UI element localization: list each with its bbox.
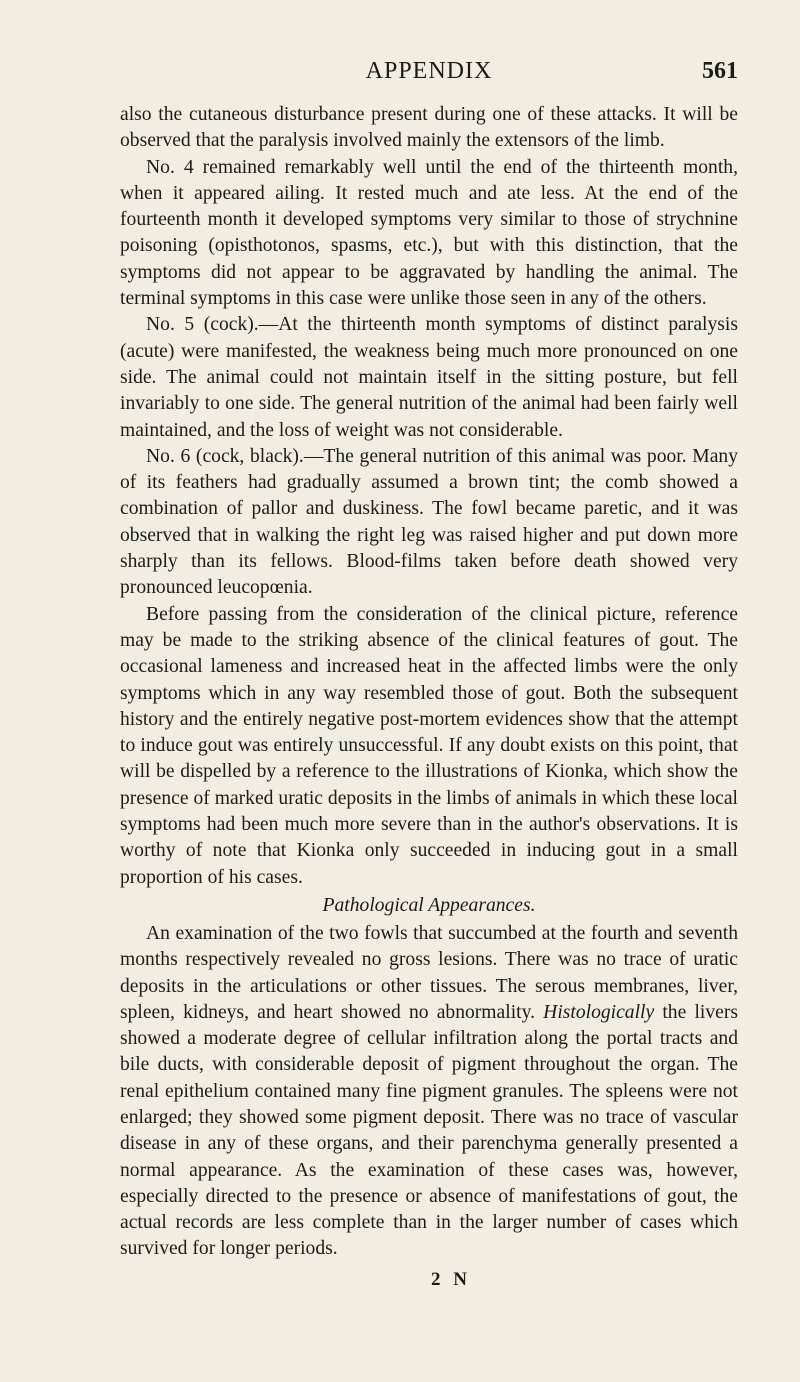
paragraph-continuation: also the cutaneous disturbance present during one of these attacks. It will be observed that the paralysis involved mainly the extensors of the limb. bbox=[120, 104, 738, 152]
histology-text: the livers showed a moderate degree of cellular infiltration along the portal tracts and bile ducts, with considerable deposit of pigment throughout the organ. The renal epithelium contained many fine pigment granules. The spleens were not enlarged; they showed some pigment deposit. There was no trace of vascular disease in any of these organs, and their parenchyma generally presented a normal appearance. As the examination of these cases was, however, especially directed to the presence or absence of manifestations of gout, the actual records are less complete than in the larger number of cases which survived for longer periods. bbox=[120, 1001, 738, 1260]
paragraph-clinical-summary: Before passing from the consideration of the clinical picture, reference may be made to the striking absence of the clinical features of gout. The occasional lameness and increased heat in the affected limbs were the only symptoms which in any way resembled those of gout. Both the subsequent history and the entirely negative post-mortem evidences show that the attempt to induce gout was entirely unsuccessful. If any doubt exists on this point, that will be dispelled by a reference to the illustrations of Kionka, which show the presence of marked uratic deposits in the limbs of animals in which these local symptoms had been much more severe than in the author's observations. It is worthy of note that Kionka only succeeded in inducing gout in a small proportion of his cases. bbox=[120, 603, 738, 888]
signature-mark: 2 N bbox=[431, 1268, 467, 1290]
body-text bbox=[120, 102, 738, 1263]
pathology-gross-text: An examination of the two fowls that succumbed at the fourth and seventh months respectively revealed no gross lesions. There was no trace of uratic deposits in the articulations or other tissues. The serous membranes, liver, spleen, kidneys, and heart showed no abnormality. bbox=[120, 922, 738, 1023]
paragraph-no-4: No. 4 remained remarkably well until the end of the thirteenth month, when it appeared ailing. It rested much and ate less. At the end of the fourteenth month it developed symptoms very similar to those of strychnine poisoning (opisthotonos, spasms, etc.), but with this distinction, that the symptoms did not appear to be aggravated by handling the animal. The terminal symptoms in this case were unlike those seen in any of the others. bbox=[120, 156, 738, 310]
paragraph-no-5: No. 5 (cock).—At the thirteenth month symptoms of distinct paralysis (acute) were manifested, the weakness being much more pronounced on one side. The animal could not maintain itself in the sitting posture, but fell invariably to one side. The general nutrition of the animal had been fairly well maintained, and the loss of weight was not considerable. bbox=[120, 314, 738, 441]
running-title: APPENDIX bbox=[365, 58, 493, 84]
page-number: 561 bbox=[702, 58, 738, 84]
paragraph-pathology bbox=[120, 921, 738, 1263]
histologically-italic: Histologically bbox=[543, 1001, 655, 1023]
section-heading: Pathological Appearances. bbox=[322, 894, 536, 916]
running-head bbox=[120, 58, 738, 88]
paragraph-no-6: No. 6 (cock, black).—The general nutrition of this animal was poor. Many of its feathers had gradually assumed a brown tint; the comb showed a combination of pallor and duskiness. The fowl became paretic, and it was observed that in walking the right leg was raised higher and put down more sharply than its fellows. Blood-films taken before death showed very pronounced leucopœnia. bbox=[120, 445, 738, 599]
